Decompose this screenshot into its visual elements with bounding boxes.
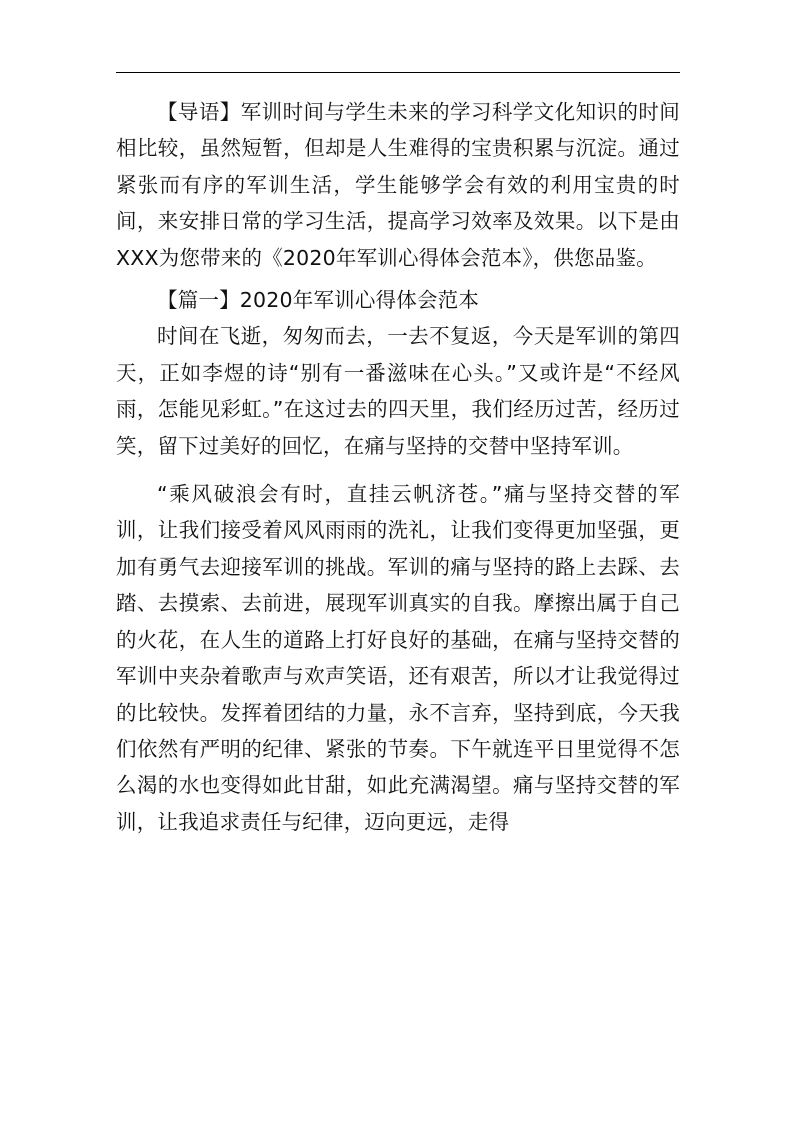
- body-paragraph-2: “乘风破浪会有时，直挂云帆济苍。”痛与坚持交替的军训，让我们接受着风风雨雨的洗礼，让我们变得更加坚强，更加有勇气去迎接军训的挑战。军训的痛与坚持的路上去踩、去踏、去摸索、去前进，展现军训真实的自我。摩擦出属于自己的火花，在人生的道路上打好良好的基础，在痛与坚持交替的军训中夹杂着歌声与欢声笑语，还有艰苦，所以才让我觉得过的比较快。发挥着团结的力量，永不言弃，坚持到底，今天我们依然有严明的纪律、紧张的节奏。下午就连平日里觉得不怎么渴的水也变得如此甘甜，如此充满渴望。痛与坚持交替的军训，让我追求责任与纪律，迈向更远，走得: [116, 482, 680, 834]
- body-paragraph-1: 时间在飞逝，匆匆而去，一去不复返，今天是军训的第四天，正如李煜的诗“别有一番滋味在心头。”又或许是“不经风雨，怎能见彩虹。”在这过去的四天里，我们经历过苦，经历过笑，留下过美好的回忆，在痛与坚持的交替中坚持军训。: [116, 324, 680, 458]
- intro-paragraph: 【导语】军训时间与学生未来的学习科学文化知识的时间相比较，虽然短暂，但却是人生难得的宝贵积累与沉淀。通过紧张而有序的军训生活，学生能够学会有效的利用宝贵的时间，来安排日常的学习生活，提高学习效率及效果。以下是由XXX为您带来的《2020年军训心得体会范本》，供您品鉴。: [116, 100, 680, 270]
- header-rule: [116, 72, 680, 73]
- section-heading: 【篇一】2020年军训心得体会范本: [157, 288, 480, 313]
- document-body: [116, 94, 680, 840]
